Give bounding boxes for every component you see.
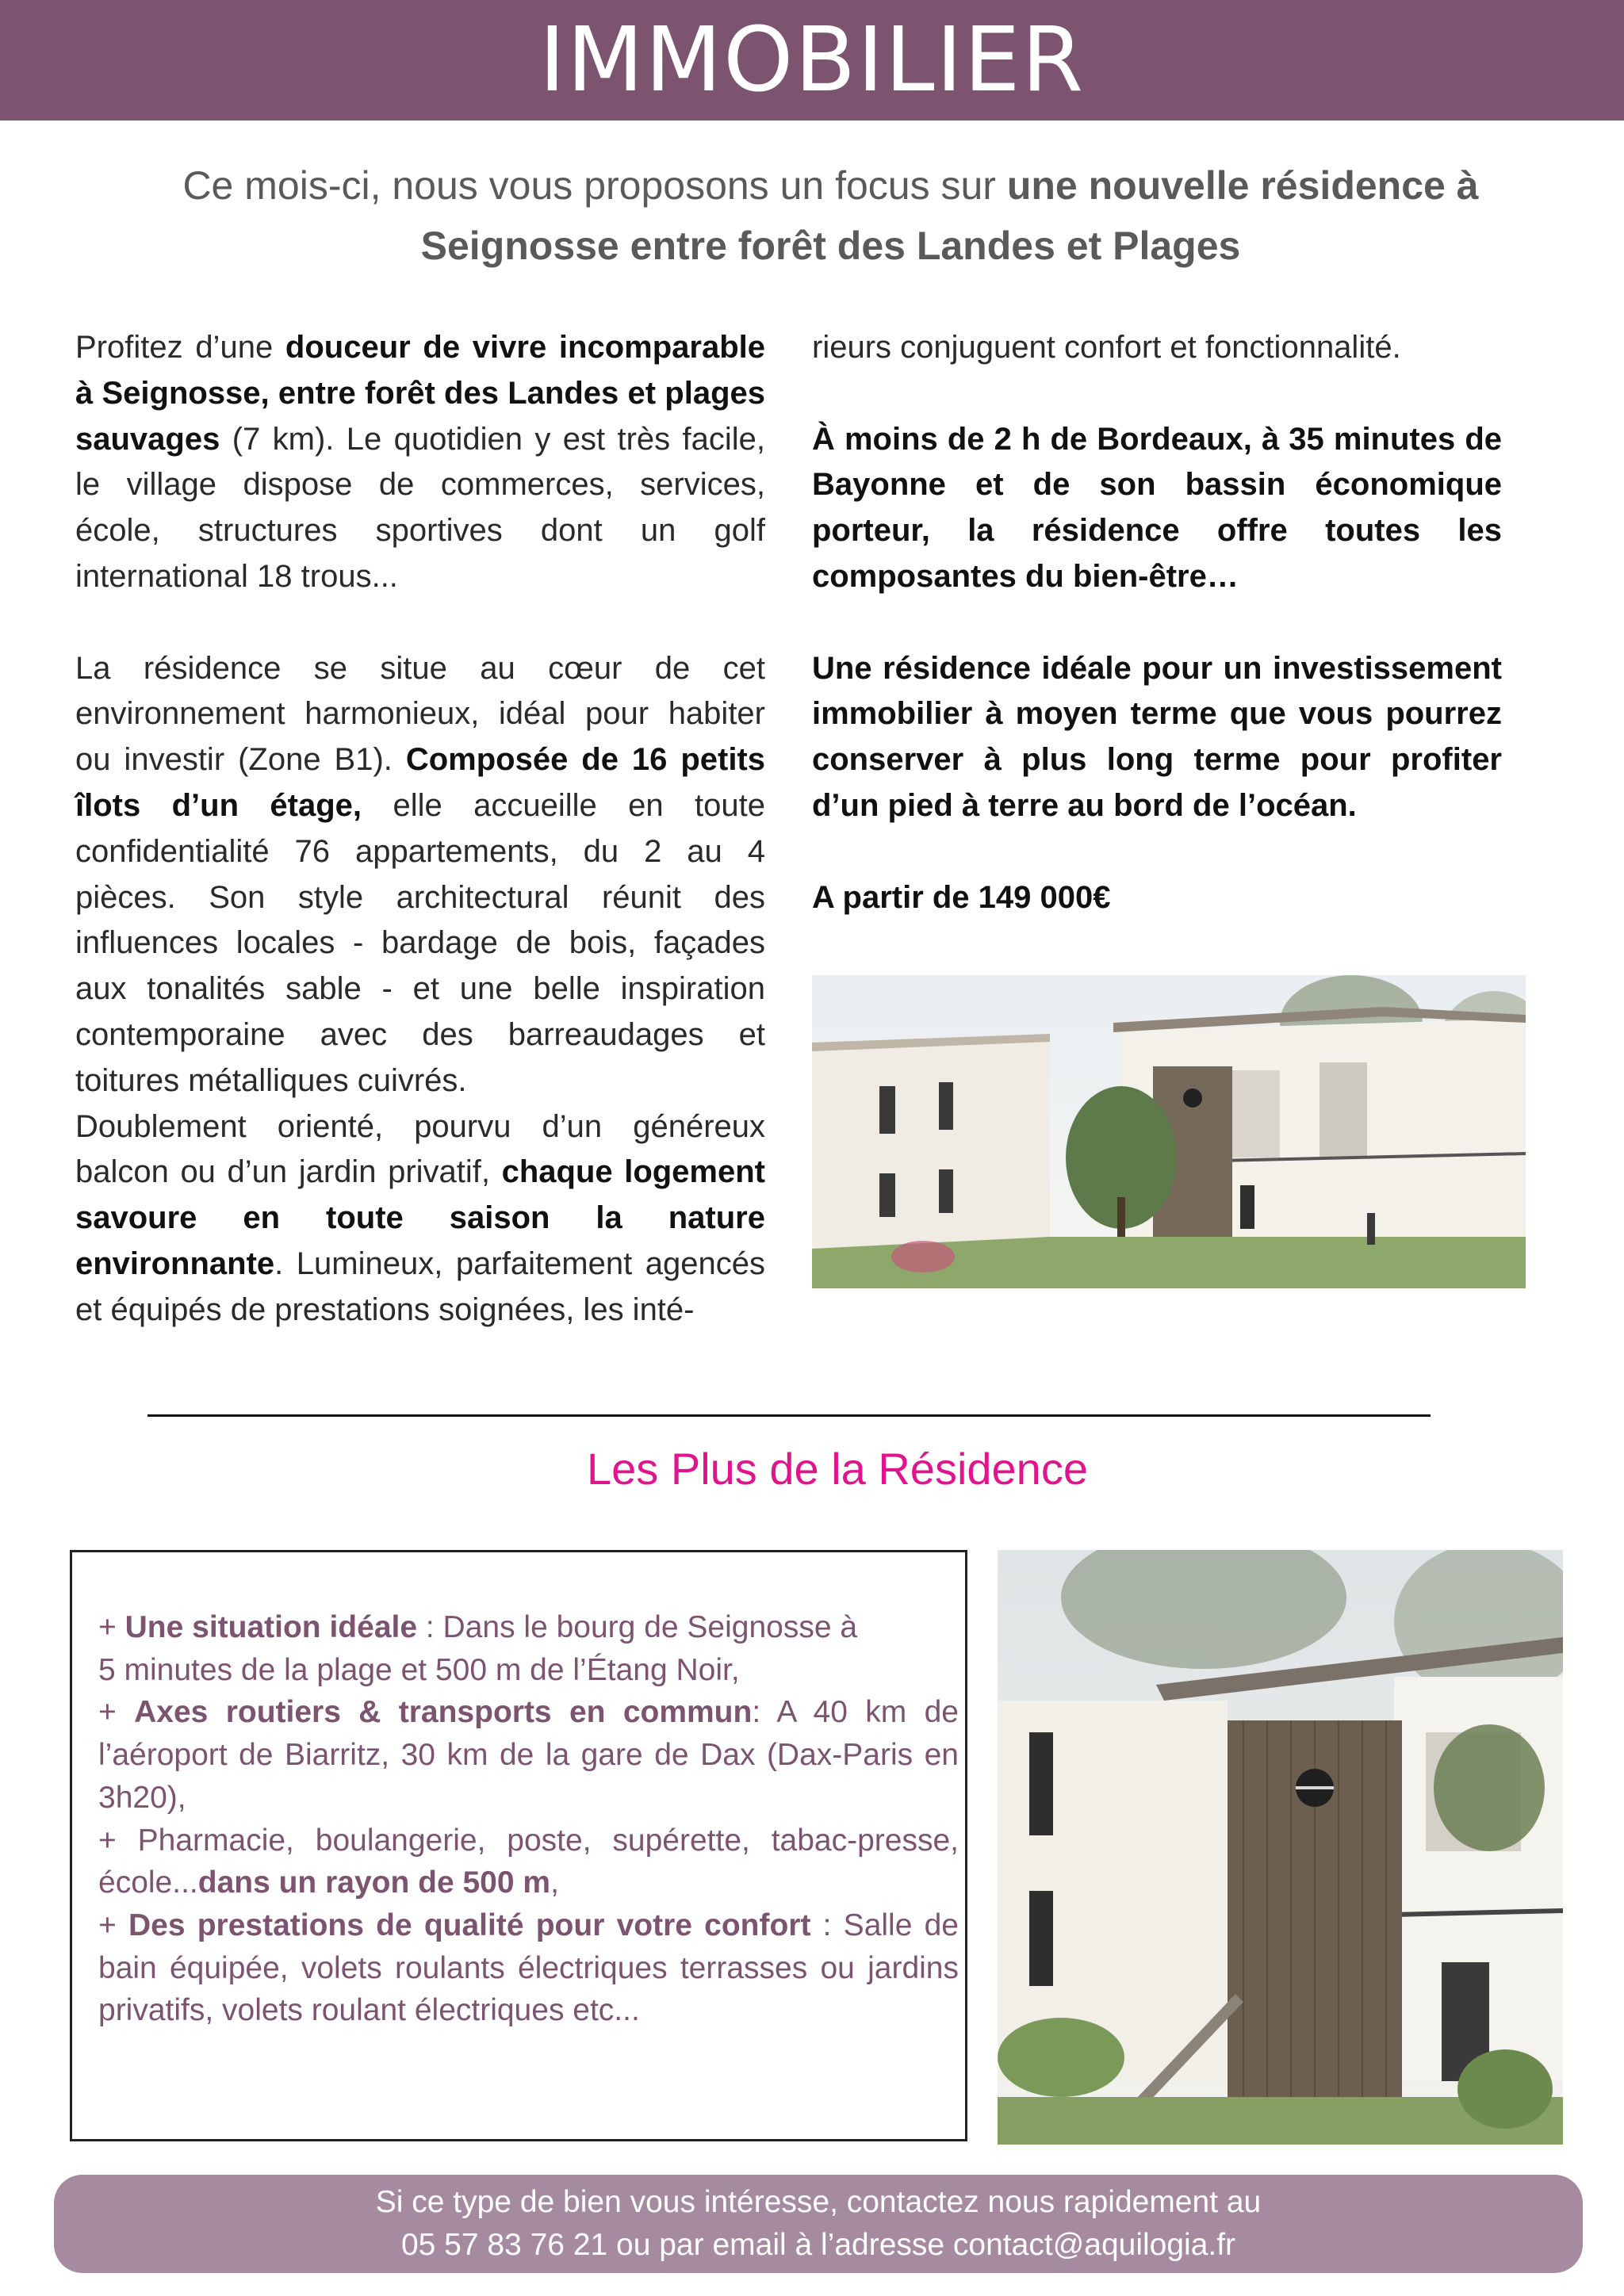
headline xyxy=(79,155,1582,276)
paragraph-investment xyxy=(812,646,1502,829)
price-text: A partir de 149 000€ xyxy=(812,879,1111,915)
text-run: (7 km). Le quotidien y est très facile, le village dispose de commerces, services, école, structures sportives dont un golf international 18 trous... xyxy=(75,421,765,594)
text-run-bold: À moins de 2 h de Bordeaux, à 35 minutes de Bayonne et de son bassin économique porteur, la résidence offre toutes les composantes du bien-être… xyxy=(812,421,1502,594)
text-run-bold: Composée de 16 petits îlots d’un étage, xyxy=(75,742,766,823)
paragraph-continued: rieurs conjuguent confort et fonctionnalité. xyxy=(812,330,1401,365)
section-title: Les Plus de la Résidence xyxy=(587,1444,1088,1494)
article-right-column xyxy=(812,325,1502,920)
advantages-list xyxy=(98,1606,959,2032)
text-run-bold: douceur de vivre incomparable à Seignosse, entre forêt des Landes et plages sauvages xyxy=(75,330,766,457)
advantage-item xyxy=(98,1904,959,2032)
residence-photo-exterior xyxy=(812,975,1526,1288)
paragraph-location xyxy=(812,417,1502,600)
paragraph-intro xyxy=(75,325,765,600)
text-run-bold: Des prestations de qualité pour votre confort xyxy=(128,1908,811,1942)
paragraph-residence xyxy=(75,646,765,1104)
text-run: + xyxy=(98,1908,128,1942)
text-run: Doublement orienté, pourvu d’un généreux balcon ou d’un jardin privatif, xyxy=(75,1108,765,1190)
paragraph-orientation xyxy=(75,1104,765,1334)
contact-banner xyxy=(54,2175,1583,2273)
text-run-bold: Une situation idéale xyxy=(124,1610,418,1644)
text-run: : A 40 km de l’aéroport de Biarritz, 30 km de la gare de Dax (Dax-Paris en 3h20), xyxy=(98,1695,959,1815)
text-run-bold: Une résidence idéale pour un investissement immobilier à moyen terme que vous pourrez conserver à plus long terme pour profiter d’un pied à terre au bord de l’océan. xyxy=(812,650,1502,823)
text-run: La résidence se situe au cœur de cet environnement harmonieux, idéal pour habiter ou investir (Zone B1). xyxy=(75,650,765,778)
text-run: + xyxy=(98,1695,135,1730)
contact-line-1: Si ce type de bien vous intéresse, contactez nous rapidement au xyxy=(375,2185,1262,2219)
headline-intro: Ce mois-ci, nous vous proposons un focus sur xyxy=(182,163,1007,208)
headline-bold-1: une nouvelle résidence à xyxy=(1006,163,1479,208)
article-left-column xyxy=(75,325,765,1334)
text-run-bold: dans un rayon de 500 m xyxy=(197,1866,551,1900)
text-run: + xyxy=(98,1610,125,1644)
text-run: : Salle de bain équipée, volets roulants électriques terrasses ou jardins privatifs, volets roulant électriques etc... xyxy=(98,1908,959,2028)
text-run: , xyxy=(550,1866,559,1900)
text-run-bold: chaque logement savoure en toute saison la nature environnante xyxy=(75,1154,765,1281)
text-run: : Dans le bourg de Seignosse à xyxy=(417,1610,858,1644)
text-run-bold: Axes routiers & transports en commun xyxy=(134,1695,753,1730)
contact-line-2: 05 57 83 76 21 ou par email à l’adresse contact@aquilogia.fr xyxy=(400,2228,1236,2262)
section-divider xyxy=(147,1414,1431,1417)
text-run: Profitez d’une xyxy=(75,330,285,365)
advantage-item xyxy=(98,1691,959,1819)
text-run: elle accueille en toute confidentialité 76 appartements, du 2 au 4 pièces. Son style architectural réunit des influences locales - bardage de bois, façades aux tonalités sable - et une belle inspiration contemporaine avec des barreaudages et toitures métalliques cuivrés. xyxy=(75,787,765,1098)
advantage-item xyxy=(98,1606,959,1691)
advantage-item xyxy=(98,1820,959,1904)
page-title: IMMOBILIER xyxy=(538,9,1086,112)
header-banner xyxy=(0,0,1624,121)
text-run: + Pharmacie, boulangerie, poste, supérette, tabac-presse, école... xyxy=(98,1823,959,1900)
residence-photo-facade xyxy=(998,1550,1563,2145)
price xyxy=(812,875,1502,921)
headline-bold-2: Seignosse entre forêt des Landes et Plages xyxy=(420,224,1241,268)
text-run: 5 minutes de la plage et 500 m de l’Étang Noir, xyxy=(98,1652,740,1687)
text-run: . Lumineux, parfaitement agencés et équipés de prestations soignées, les inté- xyxy=(75,1246,765,1327)
